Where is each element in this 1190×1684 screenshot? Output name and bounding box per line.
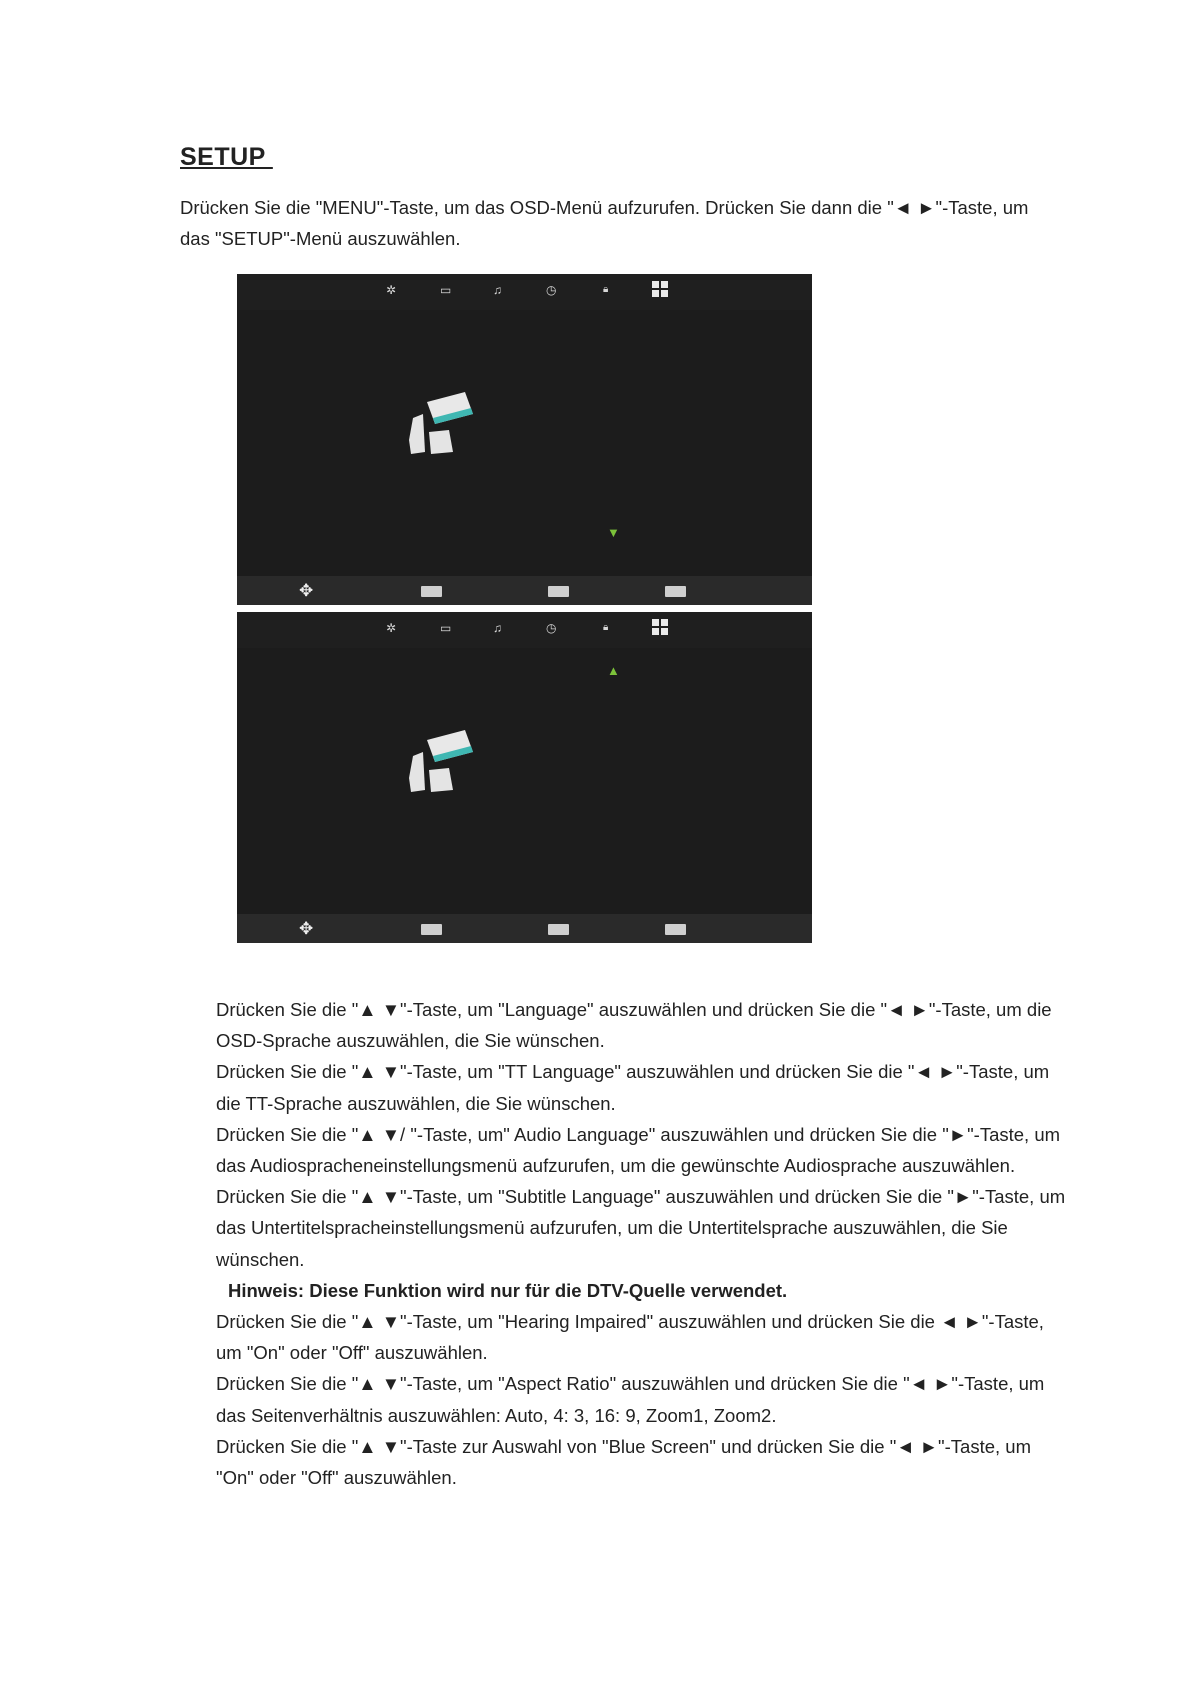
note-dtv-only: Hinweis: Diese Funktion wird nur für die DTV-Quelle verwendet. <box>228 1279 788 1301</box>
move-icon: ✥ <box>299 919 314 938</box>
music-icon: ♫ <box>493 283 502 297</box>
key-icon <box>548 586 569 597</box>
instruction-tt-language: Drücken Sie die "▲ ▼"-Taste, um "TT Language" auszuwählen und drücken Sie die "◄ ►"-Taste, um die TT-Sprache auszuwählen, die Sie wünschen. <box>216 1061 1050 1114</box>
key-icon <box>421 924 442 935</box>
osd-screenshot-setup-2 <box>237 612 812 943</box>
osd-hint-bar <box>237 576 812 605</box>
lock-icon: 🔒︎ <box>603 622 609 633</box>
osd-screenshot-setup-1 <box>237 274 812 605</box>
instruction-subtitle-language: Drücken Sie die "▲ ▼"-Taste, um "Subtitle Language" auszuwählen und drücken Sie die "►"-Taste, um das Untertitelspracheinstellungsmenü aufzurufen, um die Untertitelsprache auszuwählen, die Sie wünschen. <box>216 1186 1066 1270</box>
instructions <box>216 994 1066 1493</box>
monitor-icon: ▭ <box>440 621 452 635</box>
key-icon <box>665 586 686 597</box>
clock-icon: ◷ <box>546 283 557 297</box>
key-icon <box>665 924 686 935</box>
osd-tab-bar <box>237 612 812 648</box>
clock-icon: ◷ <box>546 621 557 635</box>
page-title: SETUP <box>180 143 273 171</box>
osd-hint-bar <box>237 914 812 943</box>
gear-icon: ✲ <box>386 283 397 297</box>
grid-icon <box>652 281 668 297</box>
instruction-aspect-ratio: Drücken Sie die "▲ ▼"-Taste, um "Aspect Ratio" auszuwählen und drücken Sie die "◄ ►"-Taste, um das Seitenverhältnis auszuwählen: Auto, 4: 3, 16: 9, Zoom1, Zoom2. <box>216 1373 1045 1426</box>
move-icon: ✥ <box>299 581 314 600</box>
scroll-up-icon: ▲ <box>607 663 620 678</box>
key-icon <box>548 924 569 935</box>
monitor-icon: ▭ <box>440 283 452 297</box>
instruction-audio-language: Drücken Sie die "▲ ▼/ "-Taste, um" Audio Language" auszuwählen und drücken Sie die "►"-Taste, um das Audiospracheneinstellungsmenü aufzurufen, um die gewünschte Audiosprache auszuwählen. <box>216 1123 1061 1177</box>
grid-icon <box>652 619 668 635</box>
music-icon: ♫ <box>493 621 502 635</box>
instruction-blue-screen: Drücken Sie die "▲ ▼"-Taste zur Auswahl von "Blue Screen" und drücken Sie die "◄ ►"-Taste, um "On" oder "Off" auszuwählen. <box>216 1435 1031 1489</box>
gear-icon: ✲ <box>386 621 397 635</box>
scroll-down-icon: ▼ <box>607 525 620 540</box>
setup-logo-icon <box>397 722 477 802</box>
key-icon <box>421 586 442 597</box>
instruction-hearing-impaired: Drücken Sie die "▲ ▼"-Taste, um "Hearing Impaired" auszuwählen und drücken Sie die ◄ ►"-Taste, um "On" oder "Off" auszuwählen. <box>216 1311 1044 1364</box>
osd-tab-bar <box>237 274 812 310</box>
lock-icon: 🔒︎ <box>603 284 609 295</box>
instruction-language: Drücken Sie die "▲ ▼"-Taste, um "Language" auszuwählen und drücken Sie die "◄ ►"-Taste, um die OSD-Sprache auszuwählen, die Sie wünschen. <box>216 999 1052 1052</box>
setup-logo-icon <box>397 384 477 464</box>
intro-paragraph: Drücken Sie die "MENU"-Taste, um das OSD-Menü aufzurufen. Drücken Sie dann die "◄ ►"-Taste, um das "SETUP"-Menü auszuwählen. <box>180 197 1029 249</box>
